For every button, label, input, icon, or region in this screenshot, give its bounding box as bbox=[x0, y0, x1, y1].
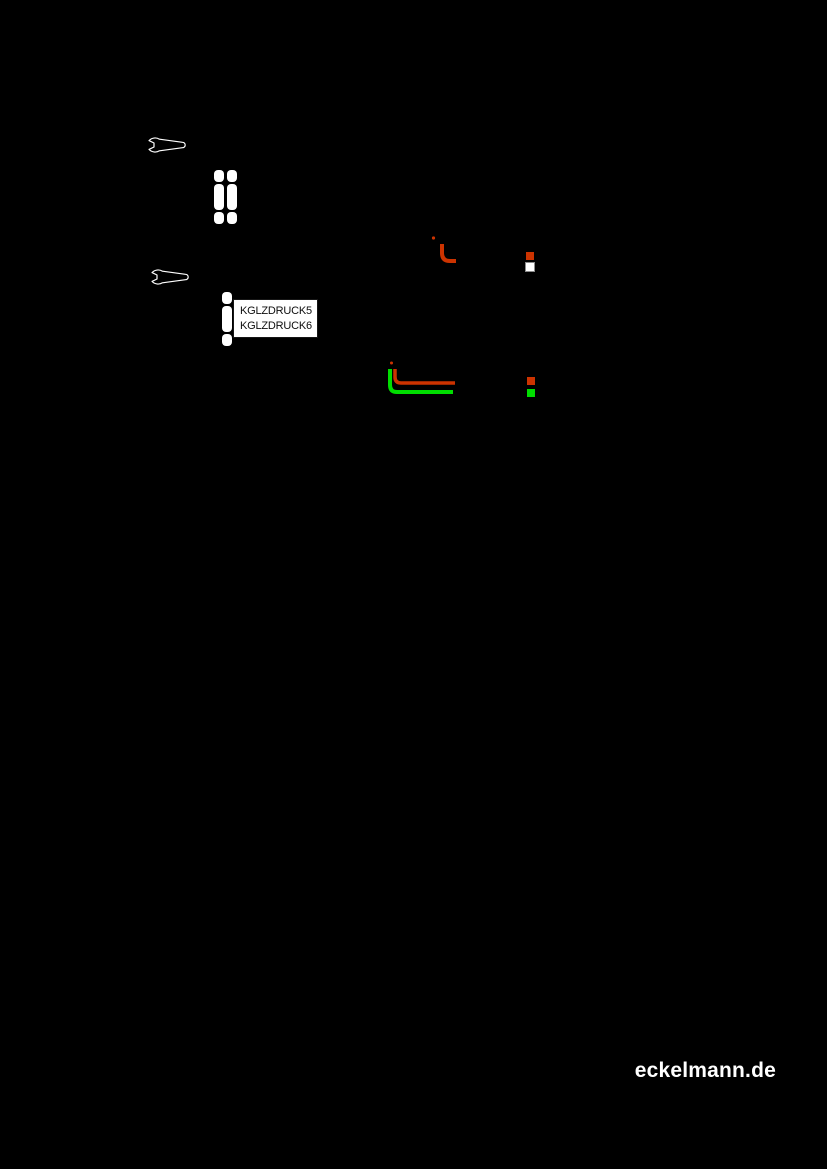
connector-pins-single bbox=[222, 292, 232, 346]
wrench-icon bbox=[149, 268, 190, 286]
curve-elbow-green bbox=[390, 369, 453, 392]
pin bbox=[214, 212, 224, 224]
curve-elbow-red bbox=[442, 244, 456, 261]
legend-marker-green bbox=[527, 389, 535, 397]
connector-pins-double bbox=[214, 170, 237, 224]
connector-label: KGLZDRUCK6 bbox=[240, 319, 312, 332]
pin-column bbox=[227, 170, 237, 224]
legend-marker-red bbox=[526, 252, 534, 260]
pin bbox=[222, 334, 232, 346]
pin bbox=[222, 306, 232, 332]
pin-column bbox=[222, 292, 232, 346]
wrench-icon bbox=[146, 136, 187, 154]
pin-column bbox=[214, 170, 224, 224]
pin bbox=[214, 170, 224, 182]
curve-elbow-red bbox=[395, 369, 455, 383]
pin bbox=[227, 170, 237, 182]
pressure-curve-bottom bbox=[380, 355, 540, 400]
legend-marker-white bbox=[525, 262, 535, 272]
pin bbox=[227, 212, 237, 224]
pressure-curve-top bbox=[425, 230, 535, 275]
brand-logo: eckelmann.de bbox=[634, 1059, 776, 1082]
legend-marker-red bbox=[527, 377, 535, 385]
pin bbox=[227, 184, 237, 210]
connector-label-box bbox=[233, 299, 318, 338]
pin bbox=[214, 184, 224, 210]
connector-label: KGLZDRUCK5 bbox=[240, 304, 312, 317]
curve-dot bbox=[390, 362, 393, 365]
curve-dot bbox=[432, 236, 435, 239]
pin bbox=[222, 292, 232, 304]
